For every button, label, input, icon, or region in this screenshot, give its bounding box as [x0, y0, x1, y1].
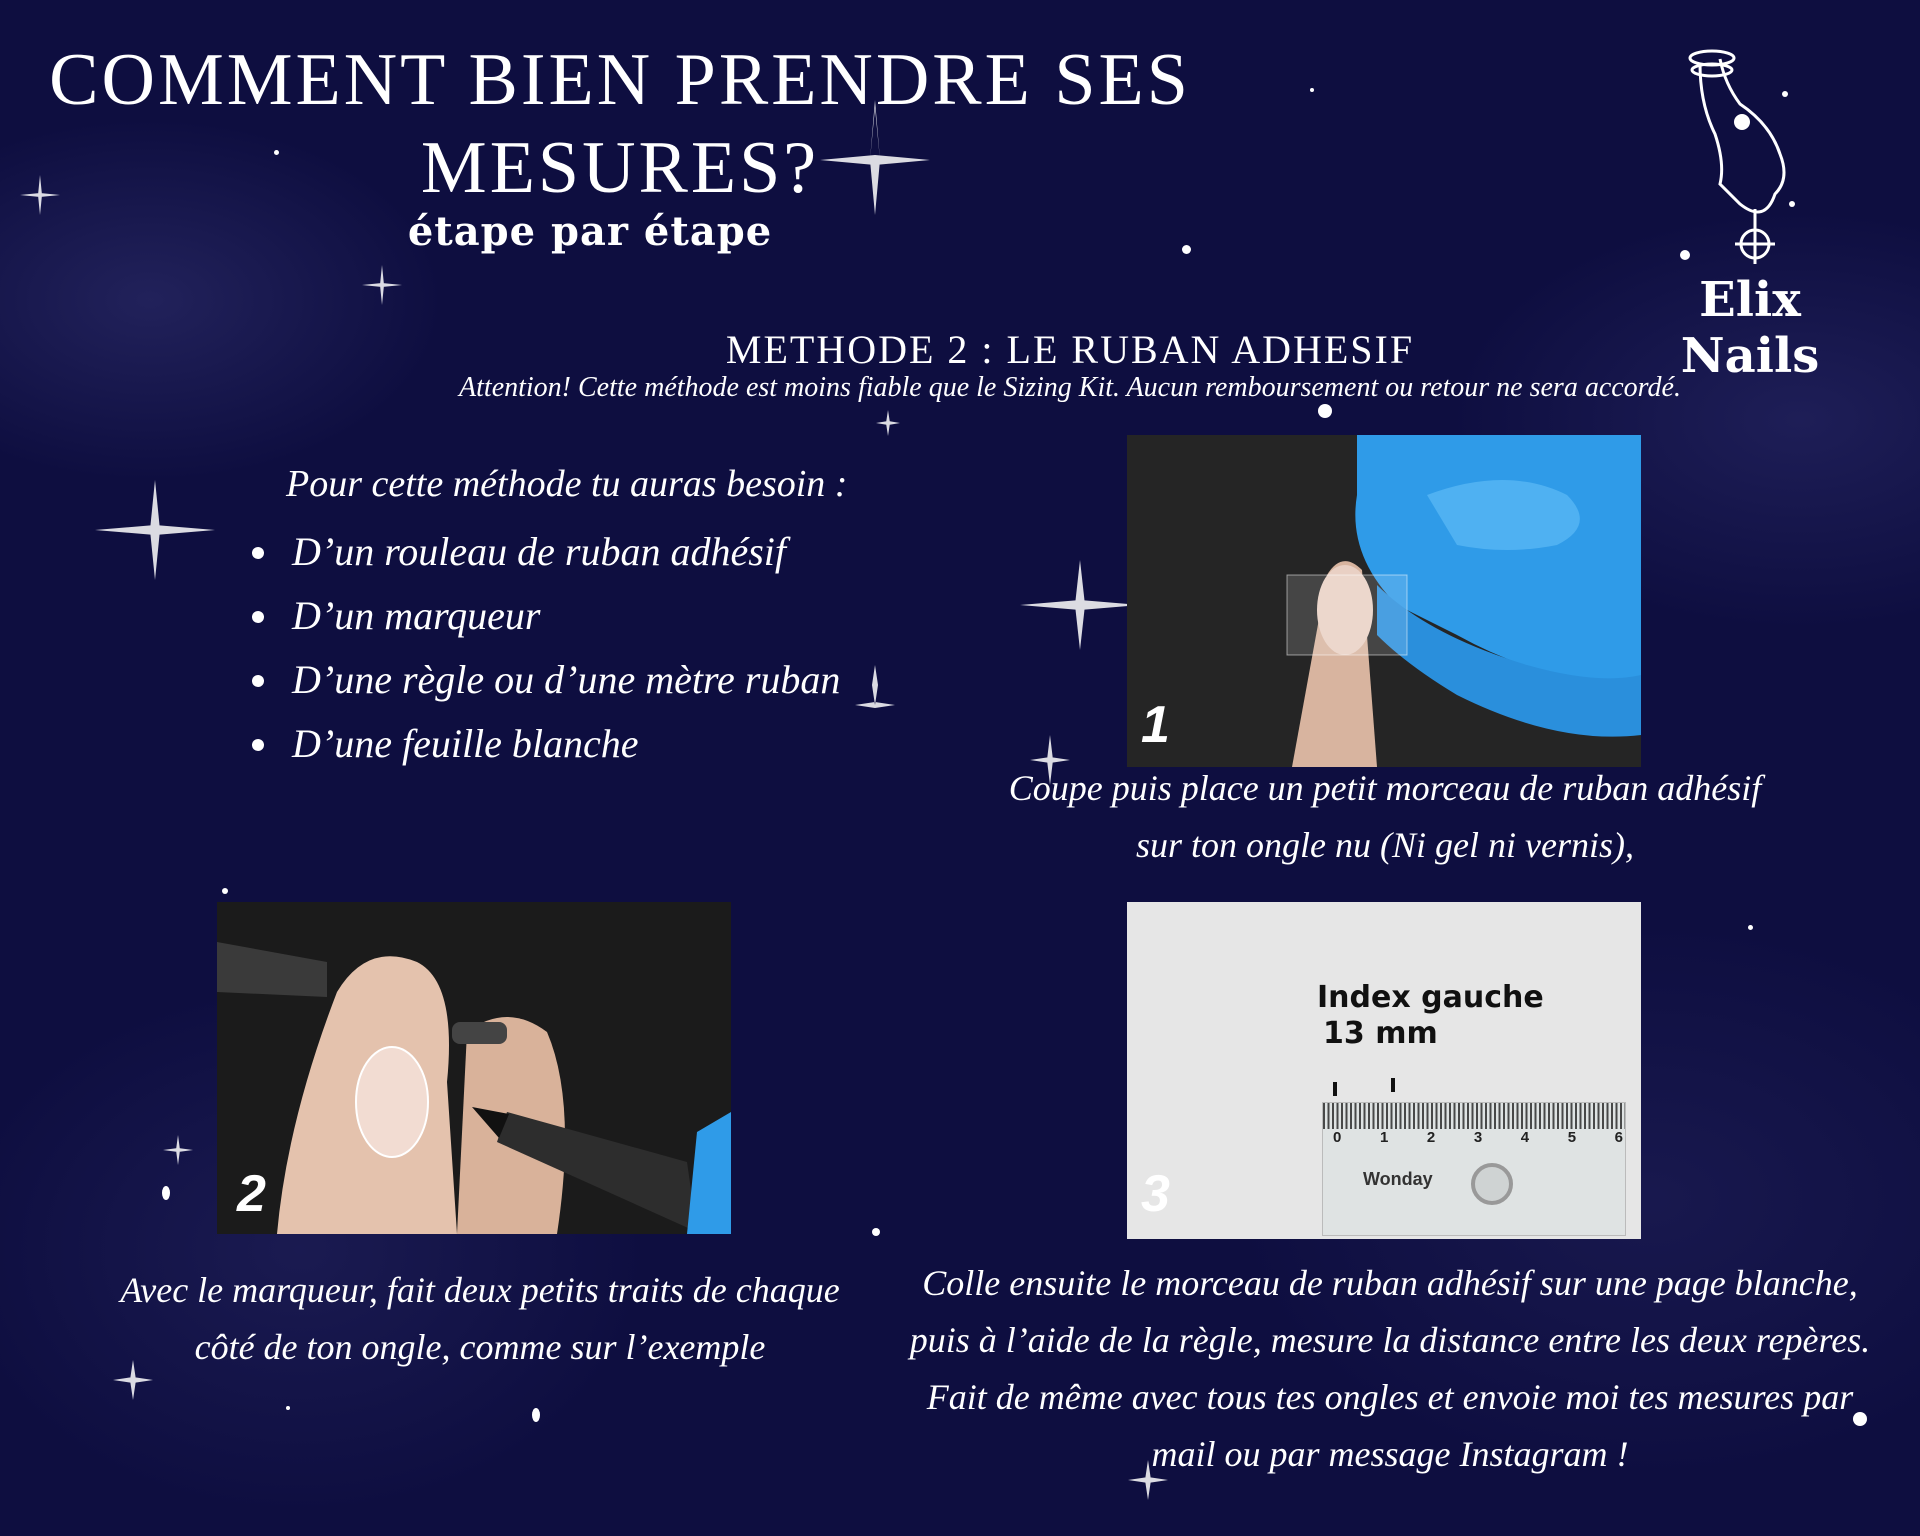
tape-mark-left — [1333, 1082, 1337, 1096]
method-heading: METHODE 2 : LE RUBAN ADHESIF — [725, 327, 1415, 372]
finger-tape-illustration — [1127, 435, 1641, 767]
ruler — [1322, 1102, 1626, 1236]
marker-nail-illustration — [217, 902, 731, 1234]
brand-name: Elix Nails — [1680, 272, 1820, 384]
bullet-icon — [252, 739, 264, 751]
list-item: D’un rouleau de ruban adhésif — [238, 520, 840, 584]
ruler-brand: Wonday — [1363, 1169, 1433, 1189]
handwritten-note: Index gauche 13 mm — [1317, 980, 1544, 1051]
step-1-caption: Coupe puis place un petit morceau de ruban adhésif sur ton ongle nu (Ni gel ni vernis), — [1008, 768, 1762, 865]
ruler-labels: 0 1 2 3 4 5 6 — [1333, 1129, 1623, 1146]
ruler-ticks — [1323, 1103, 1625, 1129]
hand-moon-icon — [1680, 44, 1800, 274]
title-line-2: MESURES? — [420, 127, 820, 209]
step-1-number: 1 — [1141, 696, 1170, 754]
step-3-photo — [1127, 902, 1641, 1239]
ruler-hole-icon — [1471, 1163, 1513, 1205]
page-title — [40, 36, 1200, 212]
step-2-photo — [217, 902, 731, 1234]
title-line-1: COMMENT BIEN PRENDRE SES — [49, 39, 1191, 121]
supplies-intro: Pour cette méthode tu auras besoin : — [286, 463, 848, 505]
step-1-photo — [1127, 435, 1641, 767]
step-2-caption: Avec le marqueur, fait deux petits traits de chaque côté de ton ongle, comme sur l’exemple — [120, 1270, 840, 1367]
brand-logo — [1680, 44, 1800, 278]
step-2-number: 2 — [237, 1165, 266, 1223]
page-subtitle: étape par étape — [407, 208, 773, 255]
supplies-list — [238, 520, 840, 776]
step-3-number: 3 — [1141, 1165, 1170, 1223]
bullet-icon — [252, 611, 264, 623]
list-item: D’un marqueur — [238, 584, 840, 648]
step-3-caption: Colle ensuite le morceau de ruban adhésif sur une page blanche, puis à l’aide de la règle, mesure la distance entre les deux repères. Fait de même avec tous tes ongles et envoie moi tes mesures par mail ou par message Instagram ! — [909, 1263, 1871, 1474]
tape-mark-right — [1391, 1078, 1395, 1092]
bullet-icon — [252, 675, 264, 687]
list-item: D’une règle ou d’une mètre ruban — [238, 648, 840, 712]
bullet-icon — [252, 547, 264, 559]
method-warning: Attention! Cette méthode est moins fiable que le Sizing Kit. Aucun remboursement ou retour ne sera accordé. — [459, 372, 1681, 403]
list-item: D’une feuille blanche — [238, 712, 840, 776]
